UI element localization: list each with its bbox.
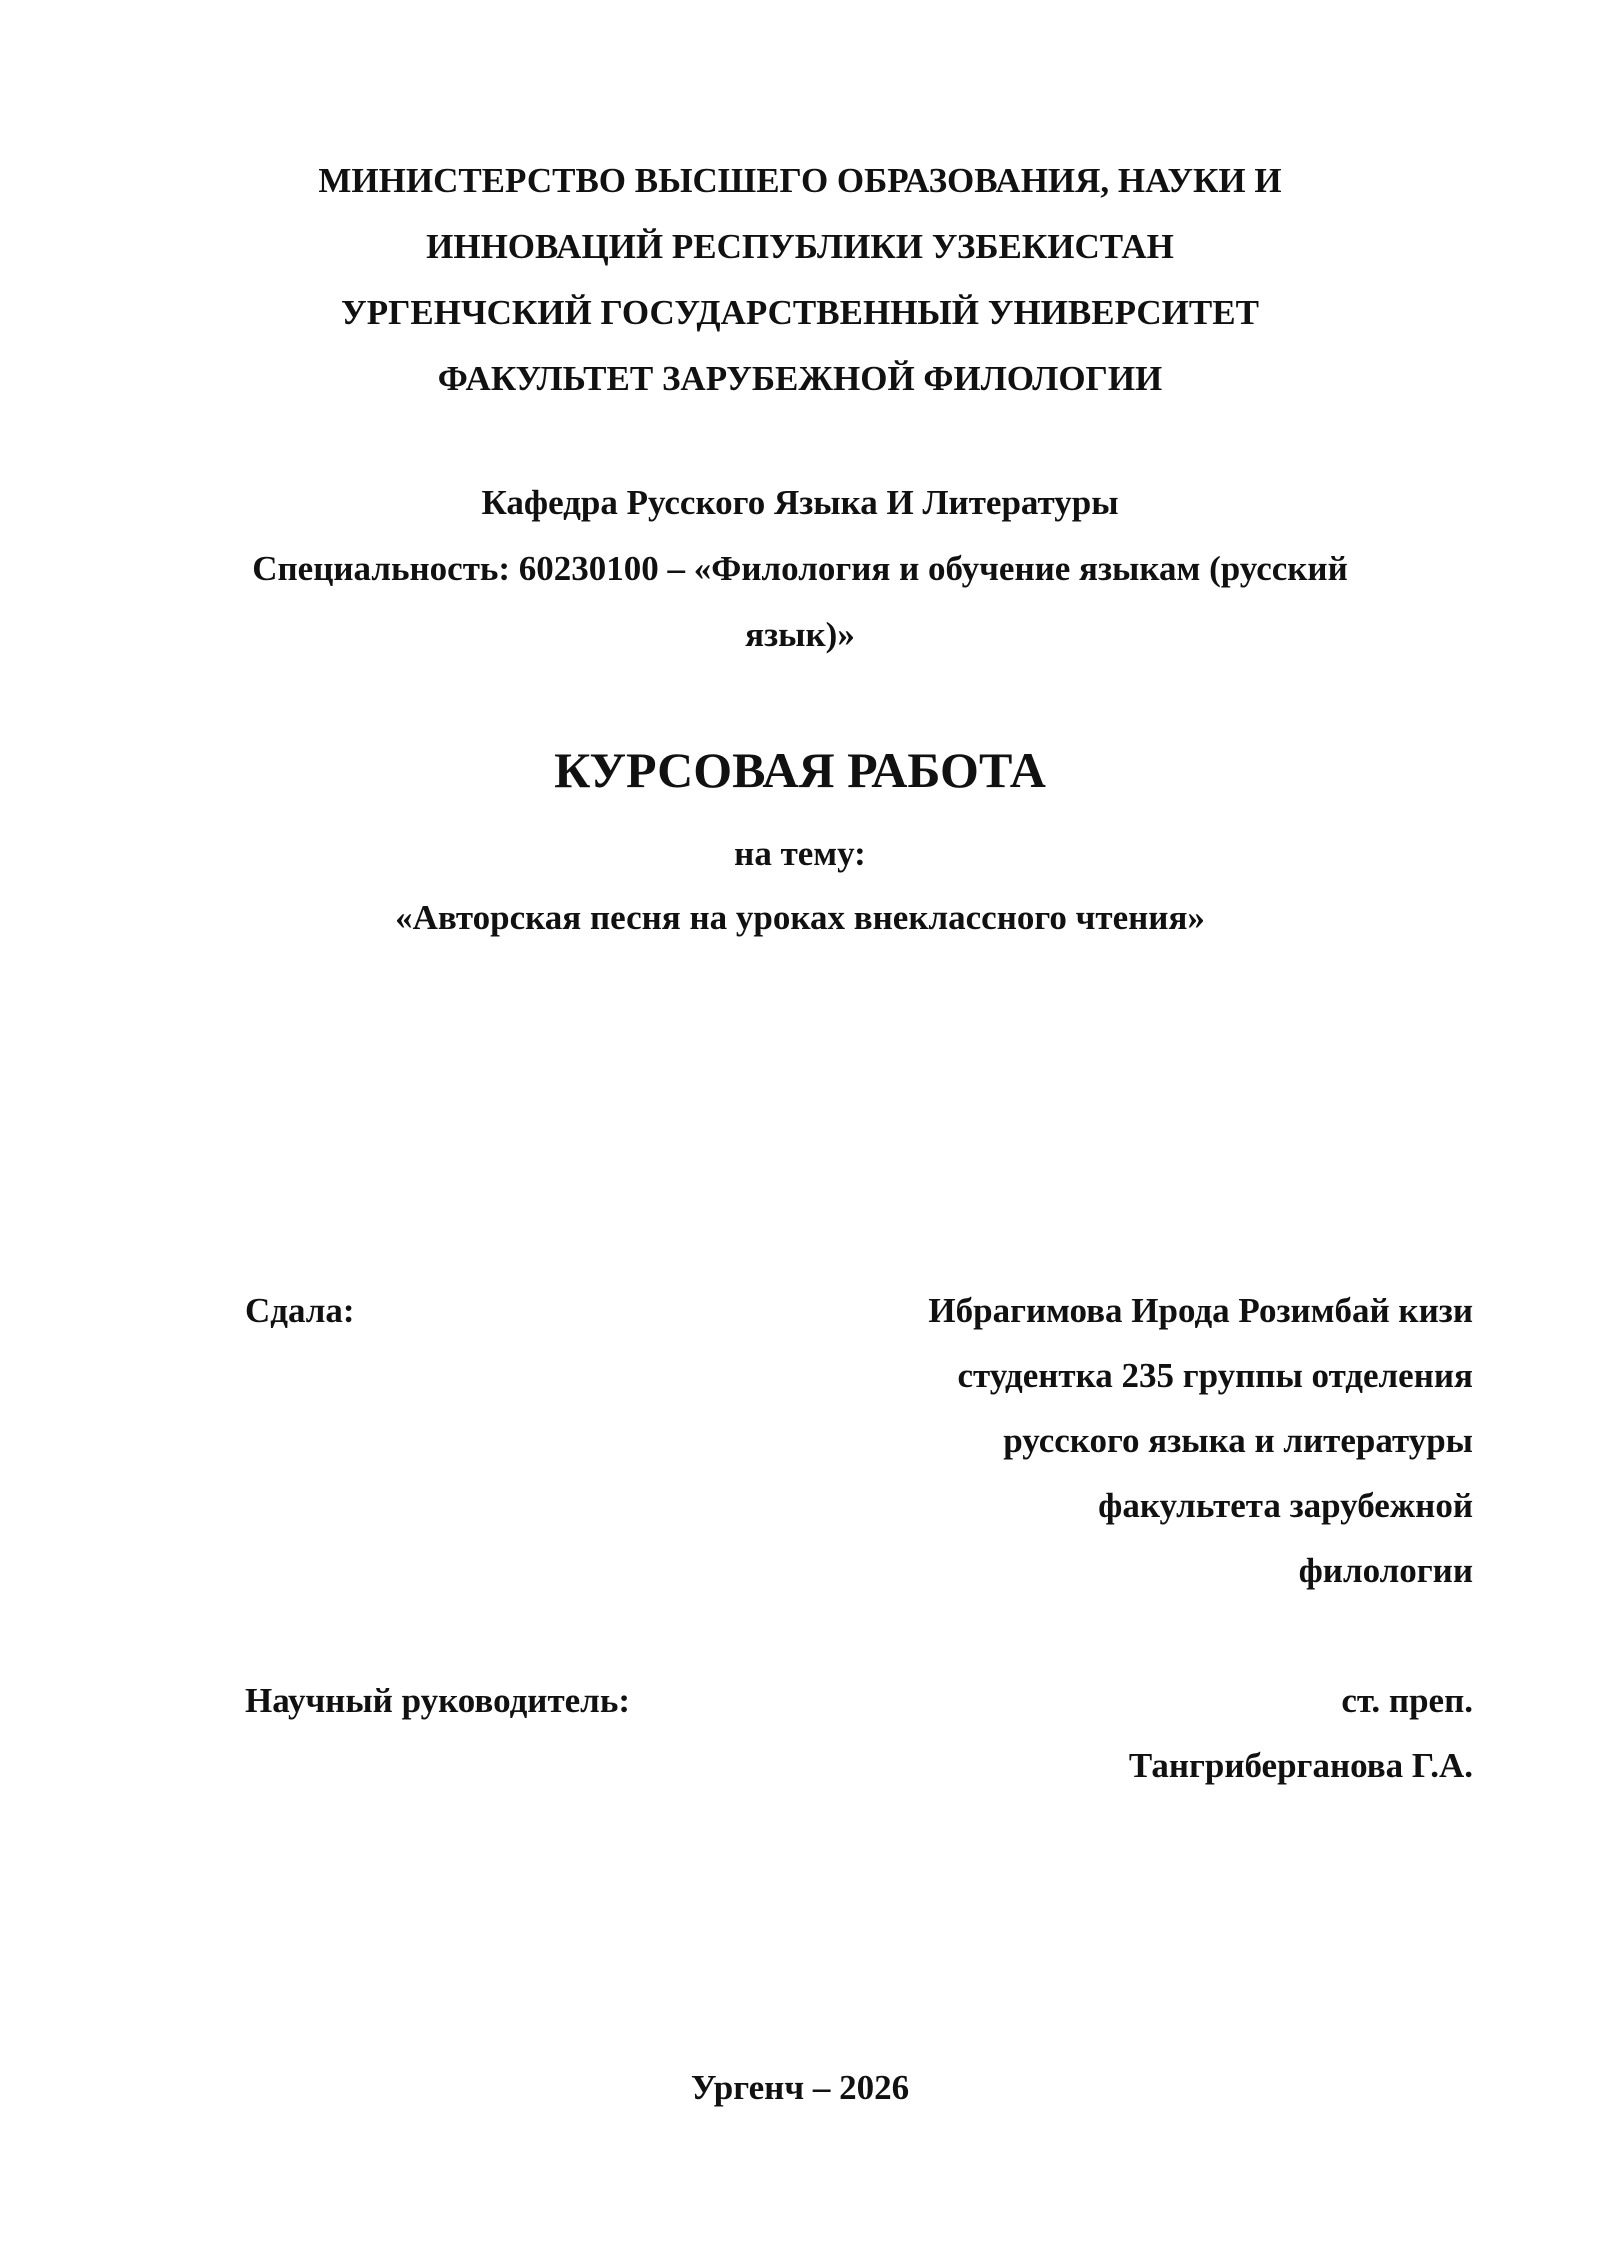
student-info: [928, 1278, 1473, 1603]
faculty-name: ФАКУЛЬТЕТ ЗАРУБЕЖНОЙ ФИЛОЛОГИИ: [437, 359, 1163, 398]
supervisor-name: Тангриберганова Г.А.: [1128, 1746, 1473, 1785]
submitted-label: Сдала:: [245, 1291, 355, 1330]
student-group: студентка 235 группы отделения: [957, 1356, 1473, 1395]
student-name: Ибрагимова Ирода Розимбай кизи: [928, 1291, 1473, 1330]
university-name: УРГЕНЧСКИЙ ГОСУДАРСТВЕННЫЙ УНИВЕРСИТЕТ: [341, 293, 1259, 332]
supervisor-label: Научный руководитель:: [245, 1681, 630, 1720]
specialty-line-1: Специальность: 60230100 – «Филология и обучение языкам (русский: [252, 549, 1348, 588]
header-block: [0, 148, 1600, 412]
department-block: [0, 470, 1600, 668]
work-theme: «Авторская песня на уроках внеклассного чтения»: [395, 898, 1205, 937]
work-kind-title: КУРСОВАЯ РАБОТА: [554, 742, 1046, 798]
student-department: русского языка и литературы: [1003, 1421, 1473, 1460]
chair-name: Кафедра Русского Языка И Литературы: [481, 483, 1119, 522]
specialty-line-2: язык)»: [745, 615, 855, 654]
ministry-line-2: ИННОВАЦИЙ РЕСПУБЛИКИ УЗБЕКИСТАН: [426, 227, 1174, 266]
theme-label: на тему:: [734, 834, 866, 873]
student-faculty-line-1: факультета зарубежной: [1098, 1486, 1473, 1525]
city-year: Ургенч – 2026: [690, 2068, 910, 2107]
supervisor-info: [1129, 1668, 1473, 1798]
ministry-line-1: МИНИСТЕРСТВО ВЫСШЕГО ОБРАЗОВАНИЯ, НАУКИ И: [318, 161, 1282, 200]
student-faculty-line-2: филологии: [1298, 1551, 1473, 1590]
supervisor-title: ст. преп.: [1341, 1681, 1473, 1720]
